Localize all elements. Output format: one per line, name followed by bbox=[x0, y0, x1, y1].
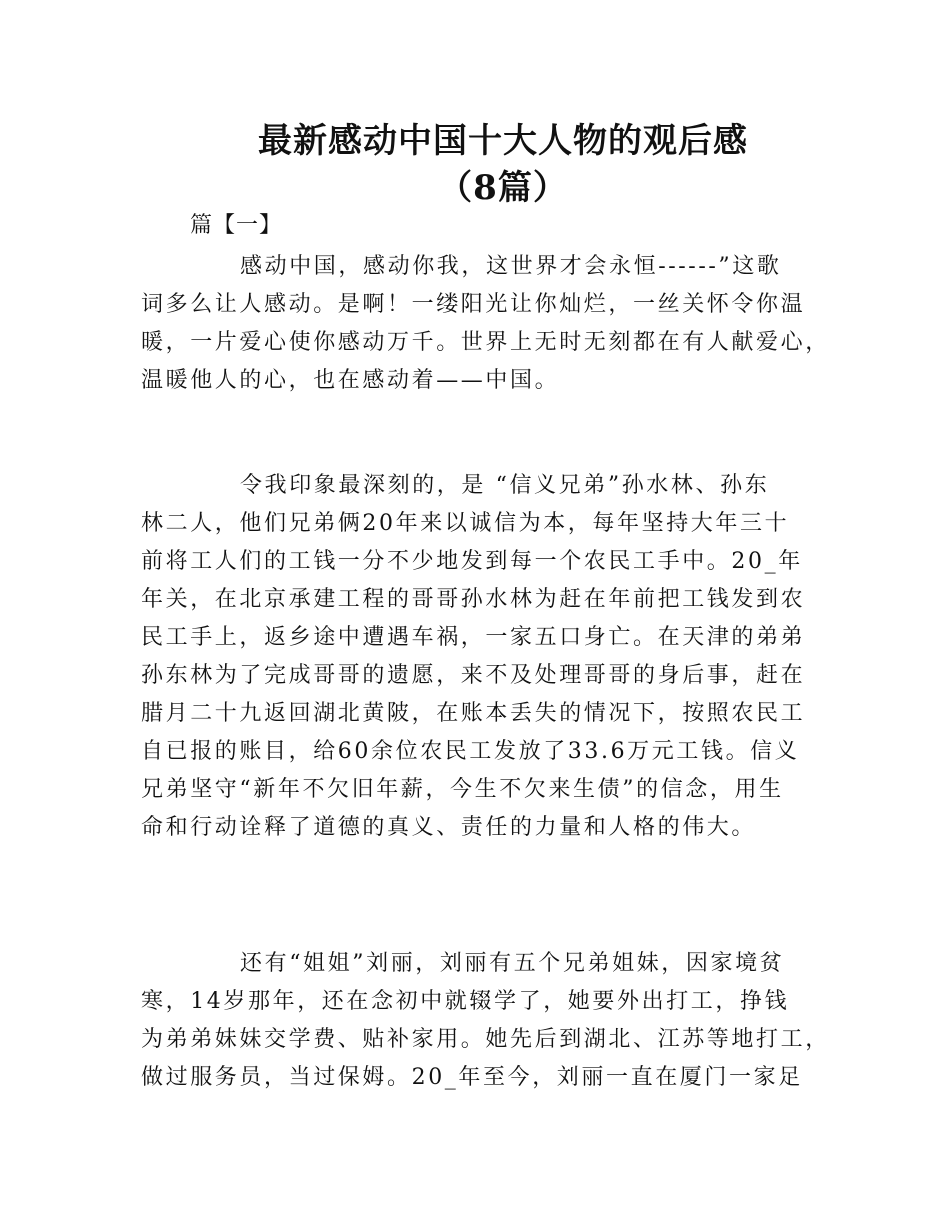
text-line: 腊月二十九返回湖北黄陂，在账本丢失的情况下，按照农民工 bbox=[141, 701, 806, 726]
text-line: 寒，14岁那年，还在念初中就辍学了，她要外出打工，挣钱 bbox=[141, 989, 790, 1014]
text-line: 命和行动诠释了道德的真义、责任的力量和人格的伟大。 bbox=[141, 815, 757, 840]
text-line: 自已报的账目，给60余位农民工发放了33.6万元工钱。信义 bbox=[141, 739, 800, 764]
text-line: 兄弟坚守“新年不欠旧年薪，今生不欠来生债”的信念，用生 bbox=[141, 777, 784, 802]
text-line: 孙东林为了完成哥哥的遗愿，来不及处理哥哥的身后事，赶在 bbox=[141, 663, 806, 688]
text-line: 为弟弟妹妹交学费、贴补家用。她先后到湖北、江苏等地打工， bbox=[141, 1027, 830, 1052]
text-line: 前将工人们的工钱一分不少地发到每一个农民工手中。20_年 bbox=[141, 549, 803, 574]
paragraph-3 bbox=[141, 945, 831, 1097]
text-line: 年关，在北京承建工程的哥哥孙水林为赶在年前把工钱发到农 bbox=[141, 587, 806, 612]
text-line: 感动中国，感动你我，这世界才会永恒------”这歌 bbox=[240, 254, 782, 279]
text-line: 温暖他人的心，也在感动着——中国。 bbox=[141, 368, 560, 393]
text-line: 词多么让人感动。是啊！一缕阳光让你灿烂，一丝关怀令你温 bbox=[141, 292, 806, 317]
text-line: 民工手上，返乡途中遭遇车祸，一家五口身亡。在天津的弟弟 bbox=[141, 625, 806, 650]
document-title-line2: （8篇） bbox=[438, 168, 568, 208]
text-line: 林二人，他们兄弟俩20年来以诚信为本，每年坚持大年三十 bbox=[141, 511, 790, 536]
paragraph-2 bbox=[141, 467, 831, 847]
text-line: 做过服务员，当过保姆。20_年至今，刘丽一直在厦门一家足 bbox=[141, 1065, 803, 1090]
text-line: 令我印象最深刻的，是 “信义兄弟”孙水林、孙东 bbox=[240, 473, 770, 498]
paragraph-1 bbox=[141, 248, 831, 400]
text-line: 暖，一片爱心使你感动万千。世界上无时无刻都在有人献爱心， bbox=[141, 330, 830, 355]
section-heading: 篇【一】 bbox=[190, 213, 283, 238]
document-title-line1: 最新感动中国十大人物的观后感 bbox=[258, 121, 748, 161]
text-line: 还有“姐姐”刘丽，刘丽有五个兄弟姐妹，因家境贫 bbox=[240, 951, 785, 976]
